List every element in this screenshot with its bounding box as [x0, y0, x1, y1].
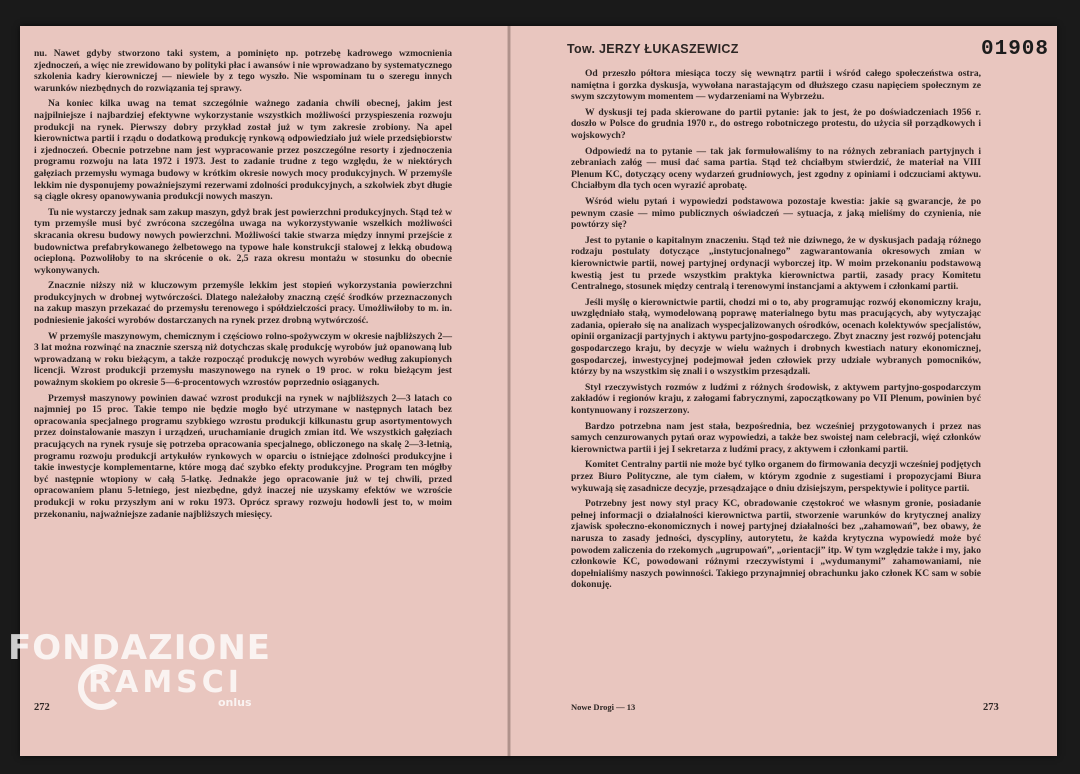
- watermark-line-3: onlus: [218, 696, 252, 709]
- paragraph: Tu nie wystarczy jednak sam zakup maszyn, gdyż brak jest powierzchni produkcyjnych. Stąd też w tym przemyśle musi być zwrócona szczególna uwaga na wykorzystywanie wszelkich możliwości skracania okresu budowy nowych powierzchni. Możliwości takie stwarza między innymi przejście z budownictwa prefabrykowanego żelbetowego na typowe hale konstrukcji stalowej z lekką obudową ocieploną. Pozwoliłoby to na skrócenie o ok. 2,5 raza okresu montażu w stosunku do obecnie wykonywanych.: [34, 206, 452, 276]
- watermark-line-2: RAMSCI: [88, 665, 243, 700]
- running-footer: Nowe Drogi — 13: [571, 702, 636, 712]
- speech-author: Tow. JERZY ŁUKASZEWICZ: [567, 42, 739, 56]
- paragraph: Wśród wielu pytań i wypowiedzi podstawowa pozostaje kwestia: jakie są gwarancje, że po pewnym czasie — mimo publicznych oświadczeń — sytuacja, z jaką mieliśmy do czynienia, nie powtórzy się?: [571, 195, 981, 231]
- paragraph: Potrzebny jest nowy styl pracy KC, obradowanie częstokroć we własnym gronie, posiadanie pełnej informacji o działalności kierownictwa partii, stworzenie warunków do krytycznej analizy zjawisk społeczno-ekonomicznych i nowej partyjnej działalności bez „zahamowań”, bez obawy, że narusza to zasady jedności, dyscypliny, autorytetu, że każda krytyczna wypowiedź może być powodem zaliczenia do rzekomych „ugrupowań”, „orientacji” itp. W tym względzie także i my, jako członkowie KC, powodowani różnymi rzeczywistymi i „wydumanymi” zahamowaniami, nie dopełnialiśmy naszych powinności. Takiego przynajmniej obrachunku jako członek KC sam w sobie dokonuję.: [571, 498, 981, 591]
- paragraph: Znacznie niższy niż w kluczowym przemyśle lekkim jest stopień wykorzystania powierzchni produkcyjnych w drobnej wytwórczości. Dlatego należałoby znaczną część środków przeznaczonych na zakup maszyn przekazać do przemysłu terenowego i spółdzielczości pracy. Umożliwiłoby to m. in. podniesienie jakości wyrobów dostarczanych na rynek przez drobną wytwórczość.: [34, 280, 452, 327]
- paragraph: nu. Nawet gdyby stworzono taki system, a pominięto np. potrzebę kadrowego wzmocnienia zjednoczeń, a więc nie zrewidowano by polityki płac i awansów i nie wprowadzano by systematycznego szkolenia kadry kierowniczej — niewiele by z tego wyszło. Nie wspominam tu o szeregu innych warunków niezbędnych do rozwiązania tej sprawy.: [34, 48, 452, 94]
- paragraph: Przemysł maszynowy powinien dawać wzrost produkcji na rynek w najbliższych 2—3 latach co najmniej po 15 proc. Takie tempo nie będzie mogło być utrzymane w następnych latach bez opracowania specjalnego programu szybkiego wzrostu produkcji kilkunastu grup asortymentowych przez doinstalowanie maszyn i urządzeń, uruchamianie drugich zmian itd. We wszystkich gałęziach pracujących na rynek rysuje się potrzeba opracowania specjalnego, obliczonego na skalę 2—3-letnią, programu rozwoju produkcji artykułów rynkowych w oparciu o istniejące zdolności produkcyjne i takie inwestycje komplementarne, które mogą dać szybko efekty produkcyjne. Program ten mógłby być następnie wtopiony w całą 5-latkę. Jednakże jego opracowanie już w tej chwili, przed opracowaniem planu 5-letniego, jest niezbędne, gdyż inaczej nie uzyskamy efektów we wzroście produkcji w roku przyszłym ani w roku 1973. Oprócz sprawy rozwoju hodowli jest to, w moim przekonaniu, najważniejsze zadanie najbliższych miesięcy.: [34, 392, 452, 520]
- left-page: [20, 26, 507, 756]
- right-page: [511, 26, 1057, 756]
- watermark-line-1: FONDAZIONE: [8, 628, 272, 668]
- right-page-number: 273: [983, 702, 999, 713]
- left-text-column: [34, 48, 452, 524]
- archive-number-stamp: 01908: [980, 38, 1049, 61]
- right-text-column: [571, 68, 981, 595]
- paragraph: Styl rzeczywistych rozmów z ludźmi z różnych środowisk, z aktywem partyjno-gospodarczym zakładów i regionów kraju, z załogami fabrycznymi, zapoczątkowany po VII Plenum, powinien być kontynuowany i rozszerzony.: [571, 381, 981, 417]
- paragraph: W przemyśle maszynowym, chemicznym i częściowo rolno-spożywczym w okresie najbliższych 2—3 lat można rozwinąć na znacznie szerszą niż dotychczas skalę produkcję wyrobów już opanowaną lub wprowadzaną w roku bieżącym, a także rozpocząć produkcję nowych wyrobów według zakupionych licencji. Wzrost produkcji przemysłu maszynowego na rynek o 19 proc. w roku bieżącym jest poważnym skokiem po okresie 5—6-procentowych wzrostów poprzednio osiąganych.: [34, 330, 452, 389]
- paragraph: Odpowiedź na to pytanie — tak jak formułowaliśmy to na różnych zebraniach partyjnych i zebraniach załóg — musi dać sama partia. Stąd też chciałbym stwierdzić, że materiał na VIII Plenum KC, dotyczący oceny wydarzeń grudniowych, jest zgodny z opiniami i odczuciami aktywu. Chciałbym dla tych ocen wyrazić aprobatę.: [571, 145, 981, 192]
- left-page-number: 272: [34, 702, 50, 713]
- paragraph: Od przeszło półtora miesiąca toczy się wewnątrz partii i wśród całego społeczeństwa ostra, namiętna i gorzka dyskusja, wywołana narastającym od dłuższego czasu napięciem społecznym ze swym szczytowym momentem — wydarzeniami na Wybrzeżu.: [571, 68, 981, 103]
- paragraph: Bardzo potrzebna nam jest stała, bezpośrednia, bez wcześniej przygotowanych i przez nas samych cenzurowanych pytań oraz wypowiedzi, a także bez swoistej nam celebracji, więź członków kierownictwa partii i jej I sekretarza z ludźmi pracy, z aktywem i członkami partii.: [571, 420, 981, 455]
- paragraph: Na koniec kilka uwag na temat szczególnie ważnego zadania chwili obecnej, jakim jest najpilniejsze i najbardziej efektywne wykorzystanie wszystkich możliwości przyspieszenia rozwoju produkcji na rynek. Pierwszy dobry przykład został już w tym zakresie zrobiony. Na apel kierownictwa partii i rządu o dodatkową produkcję rynkową odpowiedziało już wiele przedsiębiorstw i zjednoczeń. Obecnie potrzebne nam jest wypracowanie przez poszczególne resorty i zjednoczenia programu rozwoju na lata 1972 i 1973. Jest to zadanie trudne z tego względu, że w niektórych gałęziach przemysłu wymaga budowy w krótkim okresie nowych mocy produkcyjnych. W przemyśle lekkim nie dysponujemy poważniejszymi rezerwami zdolności produkcyjnych, a szkolwiek zbyt długie są ciągle okresy opanowywania produkcji nowych maszyn.: [34, 98, 452, 203]
- paragraph: Komitet Centralny partii nie może być tylko organem do firmowania decyzji wcześniej podjętych przez Biuro Polityczne, ale tym ciałem, w którym zgodnie z sugestiami i propozycjami Biura wykuwają się zasadnicze decyzje, przesądzające o dniu dzisiejszym, perspektywie i polityce partii.: [571, 459, 981, 494]
- book-spread: [20, 26, 1057, 756]
- paragraph: Jeśli myślę o kierownictwie partii, chodzi mi o to, aby programując rozwój ekonomiczny kraju, uwzględniało stałą, wymodelowaną poprawę materialnego bytu mas pracujących, aby wytyczając zadania, opierało się na analizach wyspecjalizowanych ośrodków, ocenach kolektywów specjalistów, opinii organizacji partyjnych i aktywu partyjno-gospodarczego. Zbyt znaczny jest rozwój potencjału gospodarczego kraju, by decyzje w wielu ważnych i drobnych kwestiach natury ekonomicznej, gospodarczej, inwestycyjnej podejmował jeden człowiek przy udziale wybranych pomocników, którzy by na wszystkim się znali i o wszystkim przesądzali.: [571, 296, 981, 378]
- paragraph: Jest to pytanie o kapitalnym znaczeniu. Stąd też nie dziwnego, że w dyskusjach padają różnego rodzaju postulaty dotyczące „instytucjonalnego” zagwarantowania okresowych zmian w kierownictwie partii, nowej partyjnej ordynacji wyborczej itp. W moim przekonaniu podstawową kwestią jest tu przede wszystkim praktyka kierownictwa partii, zasady pracy Komitetu Centralnego, stosunek między centralą i terenowymi instancjami a aktywem i członkami partii.: [571, 234, 981, 293]
- paragraph: W dyskusji tej pada skierowane do partii pytanie: jak to jest, że po doświadczeniach 1956 r. doszło w Polsce do grudnia 1970 r., do ostrego robotniczego protestu, do użycia sił porządkowych i wojskowych?: [571, 106, 981, 141]
